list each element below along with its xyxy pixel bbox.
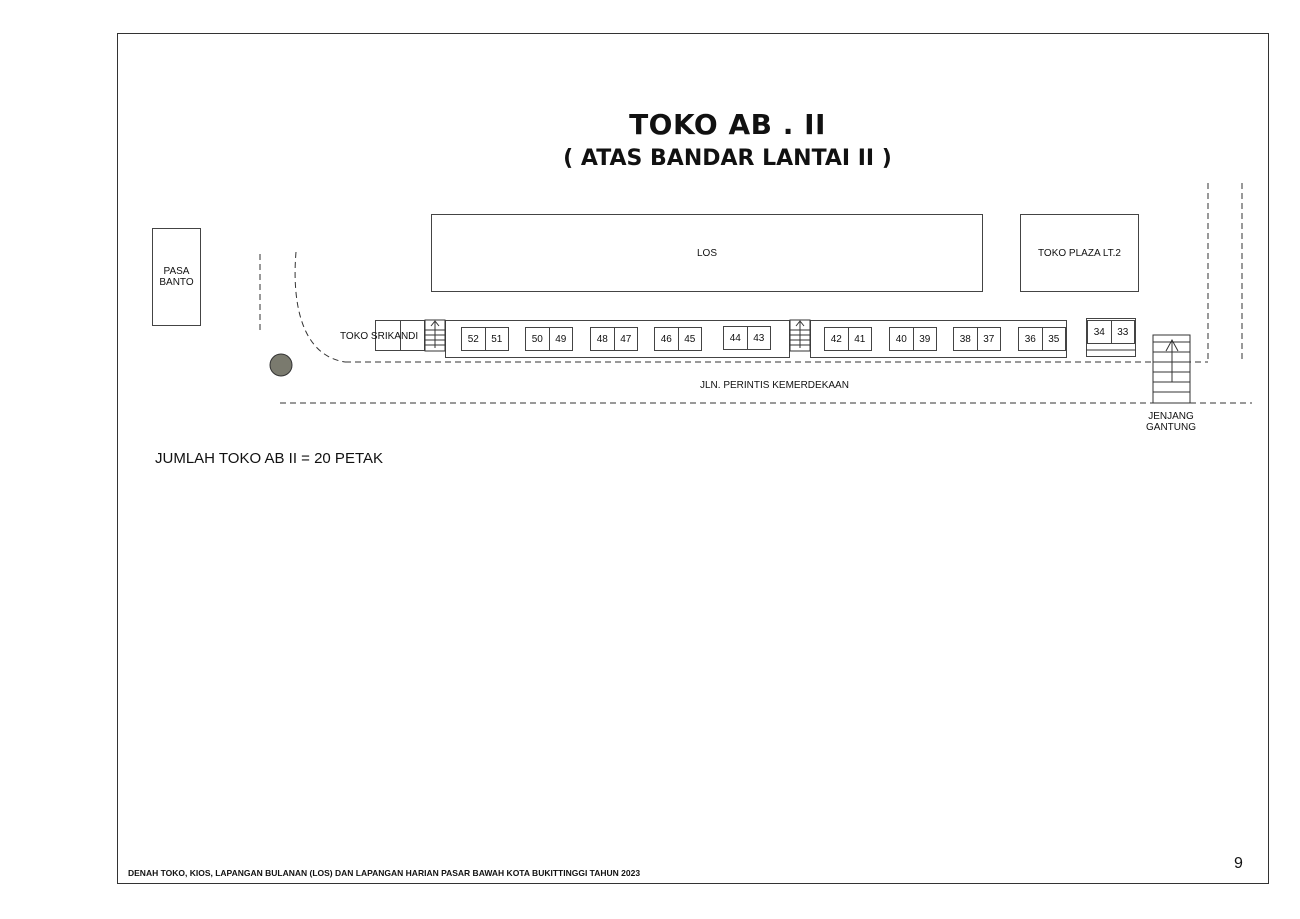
pasa-banto-label: PASA BANTO: [159, 266, 194, 288]
shop-number: 39: [913, 328, 937, 350]
shop-number: 33: [1111, 321, 1135, 343]
shop-count-text: JUMLAH TOKO AB II = 20 PETAK: [155, 450, 384, 467]
shop-number: 52: [467, 333, 479, 345]
shop-number: 51: [485, 328, 509, 350]
shop-number: 38: [959, 333, 971, 345]
shop-number: 34: [1093, 326, 1105, 338]
footer-caption: DENAH TOKO, KIOS, LAPANGAN BULANAN (LOS) DAN LAPANGAN HARIAN PASAR BAWAH KOTA BUKITTINGGI TAHUN 2023: [128, 868, 641, 878]
shop-number: 36: [1024, 333, 1036, 345]
shop-number: 42: [830, 333, 842, 345]
page-number: 9: [1234, 855, 1243, 872]
shop-number: 50: [531, 333, 543, 345]
map-title: TOKO AB . II: [629, 108, 826, 141]
shop-number: 49: [549, 328, 573, 350]
shop-number: 44: [729, 332, 741, 344]
shop-number: 46: [660, 333, 672, 345]
marker-circle: [270, 354, 292, 376]
jenjang-gantung-stair: [1153, 335, 1190, 403]
stair-west: [425, 320, 445, 351]
los-label: LOS: [696, 247, 717, 259]
shop-number: 37: [977, 328, 1001, 350]
toko-srikandi-label: TOKO SRIKANDI: [340, 331, 419, 342]
shop-number: 48: [596, 333, 608, 345]
shop-number: 40: [895, 333, 907, 345]
shop-number: 35: [1042, 328, 1066, 350]
street-label: JLN. PERINTIS KEMERDEKAAN: [700, 380, 849, 391]
road-curve: [295, 252, 345, 362]
shop-number: 41: [848, 328, 872, 350]
shop-number: 43: [747, 327, 771, 349]
shop-number: 47: [614, 328, 638, 350]
toko-plaza-label: TOKO PLAZA LT.2: [1038, 247, 1121, 259]
map-subtitle: ( ATAS BANDAR LANTAI II ): [563, 146, 892, 171]
shop-number: 45: [678, 328, 702, 350]
stair-middle: [790, 320, 810, 351]
jenjang-gantung-label: JENJANG GANTUNG: [1146, 411, 1196, 433]
